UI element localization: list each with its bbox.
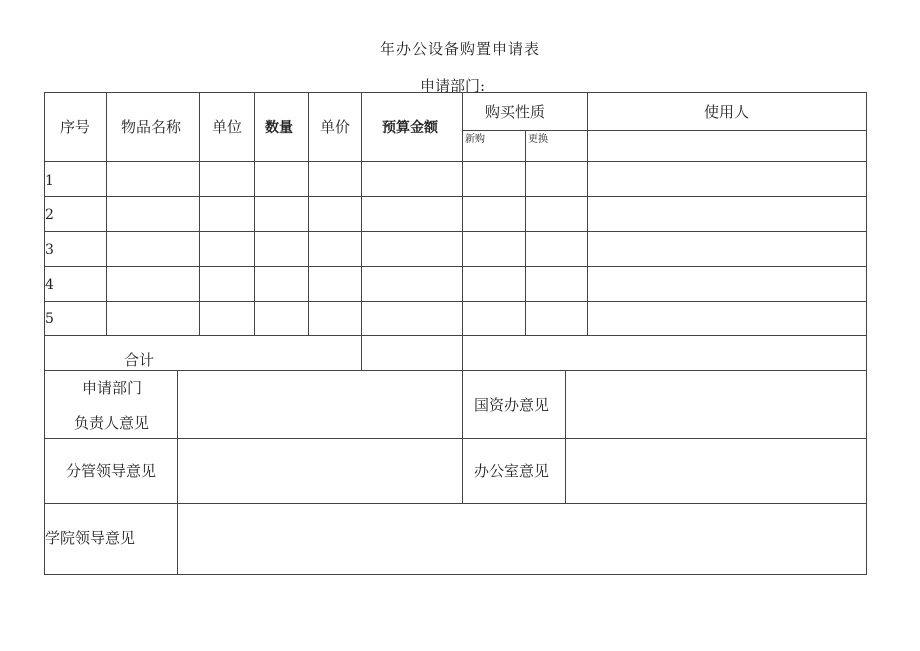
header-unit: 单位	[212, 118, 243, 136]
table-grid-lines	[44, 92, 867, 575]
header-budget-amount: 预算金额	[382, 120, 438, 136]
department-label: 申请部门:	[420, 77, 486, 95]
division-leader-opinion-label: 分管领导意见	[66, 462, 157, 480]
header-replace: 更换	[528, 134, 548, 145]
row-number-4: 4	[45, 277, 54, 293]
application-form-table	[44, 92, 867, 575]
header-seq: 序号	[60, 118, 91, 136]
college-leader-opinion-label: 学院领导意见	[45, 529, 136, 547]
row-number-1: 1	[45, 173, 54, 189]
header-unit-price: 单价	[320, 118, 351, 136]
total-label: 合计	[124, 351, 155, 369]
header-purchase-type: 购买性质	[485, 103, 546, 121]
row-number-2: 2	[45, 207, 54, 223]
general-office-opinion-label: 办公室意见	[474, 462, 550, 480]
form-title: 年办公设备购置申请表	[379, 40, 540, 58]
dept-head-opinion-line2: 负责人意见	[74, 414, 150, 432]
dept-head-opinion-line1: 申请部门	[82, 379, 143, 397]
header-item-name: 物品名称	[121, 118, 182, 136]
header-user: 使用人	[704, 103, 750, 121]
header-new-purchase: 新购	[465, 134, 485, 145]
state-asset-office-opinion-label: 国资办意见	[474, 396, 550, 414]
row-number-5: 5	[45, 311, 54, 327]
row-number-3: 3	[45, 242, 54, 258]
header-quantity: 数量	[265, 120, 293, 136]
